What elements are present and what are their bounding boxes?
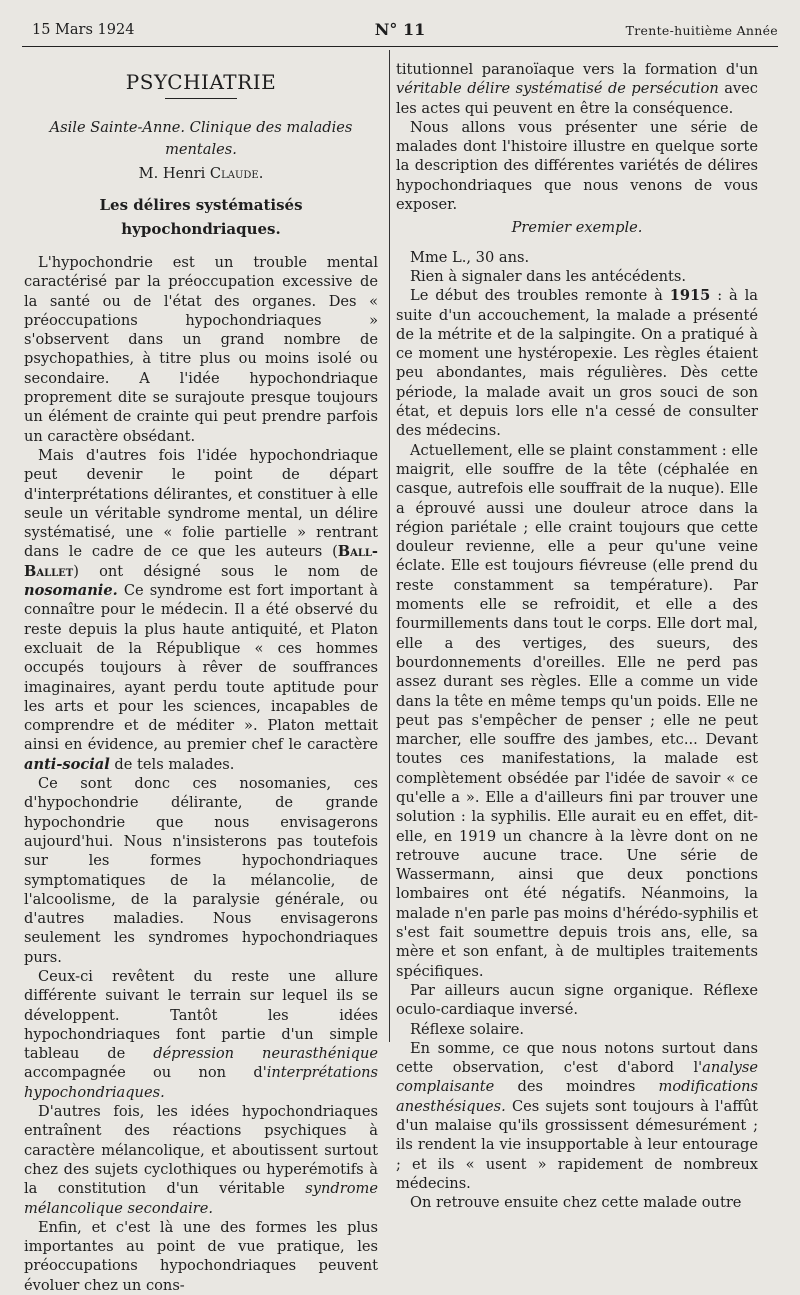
title-rule xyxy=(165,98,237,99)
paragraph: Rien à signaler dans les antécédents. xyxy=(410,267,686,285)
paragraph: En somme, ce que nous notons surtout dans cette observation, c'est d'abord l'analyse complaisante des moindres modifications anesthésiques. Ces sujets sont toujours à l'affût d'un malaise qu'ils grossissent démesurément ; ils rendent la vie insupportable à leur entourage ; et ils « usent » rapidement de nombreux médecins. xyxy=(396,1039,758,1192)
author-line xyxy=(24,163,378,185)
header-rule xyxy=(22,46,778,47)
paragraph: titutionnel paranoïaque vers la formation d'un véritable délire systématisé de persécution avec les actes qui peuvent en être la conséquence. xyxy=(396,61,758,117)
cited-authors: Ball-Ballet xyxy=(24,543,378,580)
term-modifications: modifications anesthésiques. xyxy=(396,1078,758,1115)
onset-year: 1915 xyxy=(669,287,711,305)
author-name: Claude. xyxy=(209,165,264,182)
paragraph: L'hypochondrie est un trouble mental caractérisé par la préoccupation excessive de la santé ou de l'état des organes. Des « préoccupations hypochondriaques » s'observent dans un grand nombre de psychopathies, à titre plus ou moins isolé ou secondaire. A l'idée hypochondriaque proprement dite se surajoute presque toujours un élément de crainte qui peut prendre parfois un caractère obsédant. xyxy=(24,254,378,445)
issue-date: 15 Mars 1924 xyxy=(32,22,135,38)
article-title: Les délires systématisés hypochondriaques. xyxy=(99,196,303,238)
column-divider xyxy=(389,50,390,1042)
issue-number: N° 11 xyxy=(374,20,426,39)
clinic-line: Asile Sainte-Anne. Clinique des maladies mentales. xyxy=(49,119,353,158)
paragraph: D'autres fois, les idées hypochondriaques entraînent des réactions psychiques à caractère mélancolique, et aboutissent surtout chez des sujets cyclothiques ou hyperémotifs à la constitution d'un véritable syndrome mélancolique secondaire. xyxy=(24,1103,378,1217)
term-antisocial: anti-social xyxy=(24,755,110,773)
term-depression: dépression neurasthénique xyxy=(153,1045,378,1063)
term-delire: véritable délire systématisé de persécution xyxy=(396,80,719,98)
term-interpretations: interprétations hypochondriaques. xyxy=(24,1064,378,1101)
right-column xyxy=(396,60,758,1213)
paragraph: Mais d'autres fois l'idée hypochondriaque peut devenir le point de départ d'interprétations délirantes, et constituer à elle seule un véritable syndrome mental, un délire systématisé, une « folie partielle » rentrant dans le cadre de ce que les auteurs (Ball-Ballet) ont désigné sous le nom de nosomanie. Ce syndrome est fort important à connaître pour le médecin. Il a été observé du reste depuis la plus haute antiquité, et Platon excluait de la République « ces hommes occupés toujours à rêver de souffrances imaginaires, ayant perdu toute aptitude pour les arts et pour les sciences, incapables de comprendre et de méditer ». Platon mettait ainsi en évidence, au premier chef le caractère anti-social de tels malades. xyxy=(24,446,378,773)
paragraph: Par ailleurs aucun signe organique. Réflexe oculo-cardiaque inversé. xyxy=(396,981,758,1019)
paragraph: Nous allons vous présenter une série de malades dont l'histoire illustre en quelque sorte la description des différentes variétés de délires hypochondriaques que nous venons de vous exposer. xyxy=(396,118,758,214)
author-prefix: M. Henri xyxy=(138,165,206,182)
section-title: PSYCHIATRIE xyxy=(125,70,277,94)
paragraph: On retrouve ensuite chez cette malade outre xyxy=(410,1194,742,1212)
page-header xyxy=(22,20,778,42)
paragraph: Réflexe solaire. xyxy=(410,1020,525,1038)
publication-year: Trente-huitième Année xyxy=(625,23,778,38)
term-analyse: analyse complaisante xyxy=(396,1059,758,1096)
term-nosomanie: nosomanie. xyxy=(24,582,118,600)
paragraph: Ce sont donc ces nosomanies, ces d'hypochondrie délirante, de grande hypochondrie que nous envisagerons aujourd'hui. Nous n'insisterons pas toutefois sur les formes hypochondriaques symptomatiques de la mélancolie, de l'alcoolisme, de la paralysie générale, ou d'autres maladies. Nous envisagerons seulement les syndromes hypochondriaques purs. xyxy=(24,775,378,966)
term-syndrome: syndrome mélancolique secondaire. xyxy=(24,1180,378,1217)
case-subheading: Premier exemple. xyxy=(511,219,643,237)
paragraph: Ceux-ci revêtent du reste une allure différente suivant le terrain sur lequel ils se développent. Tantôt les idées hypochondriaques font partie d'un simple tableau de dépression neurasthénique accompagnée ou non d'interprétations hypochondriaques. xyxy=(24,967,378,1101)
paragraph: Le début des troubles remonte à 1915 : à la suite d'un accouchement, la malade a présenté de la métrite et de la salpingite. On a pratiqué à ce moment une hystéropexie. Les règles étaient peu abondantes, mais régulières. Dès cette période, la malade avait un gros souci de son état, et depuis lors elle n'a cessé de consulter des médecins. xyxy=(396,287,758,440)
paragraph: Actuellement, elle se plaint constamment : elle maigrit, elle souffre de la tête (céphalée en casque, autrefois elle souffrait de la nuque). Elle a éprouvé aussi une douleur atroce dans la région pariétale ; elle craint toujours que cette douleur revienne, elle a peur qu'une veine éclate. Elle est toujours fiévreuse (elle prend du reste constamment sa température). Par moments elle se refroidit, et elle a des fourmillements dans tout le corps. Elle dort mal, elle a des vertiges, des sueurs, des bourdonnements d'oreilles. Elle ne perd pas assez durant ses règles. Elle a comme un vide dans la tête en même temps qu'un poids. Elle ne peut pas s'empêcher de penser ; elle ne peut marcher, elle souffre des jambes, etc... Devant toutes ces manifestations, la malade est complètement obsédée par l'idée de savoir « ce qu'elle a ». Elle a d'ailleurs fini par trouver une solution : la syphilis. Elle aurait eu en effet, dit-elle, en 1919 un chancre à la lèvre dont on ne retrouve aucune trace. Une série de Wassermann, ainsi que deux ponctions lombaires ont été négatifs. Néanmoins, la malade n'en parle pas moins d'hérédo-syphilis et s'est fait soumettre depuis trois ans, elle, sa mère et son enfant, à de multiples traitements spécifiques. xyxy=(396,441,758,980)
left-column xyxy=(24,60,378,1295)
patient-line: Mme L., 30 ans. xyxy=(410,248,530,266)
paragraph: Enfin, et c'est là une des formes les plus importantes au point de vue pratique, les préoccupations hypochondriaques peuvent évoluer chez un cons- xyxy=(24,1218,378,1294)
